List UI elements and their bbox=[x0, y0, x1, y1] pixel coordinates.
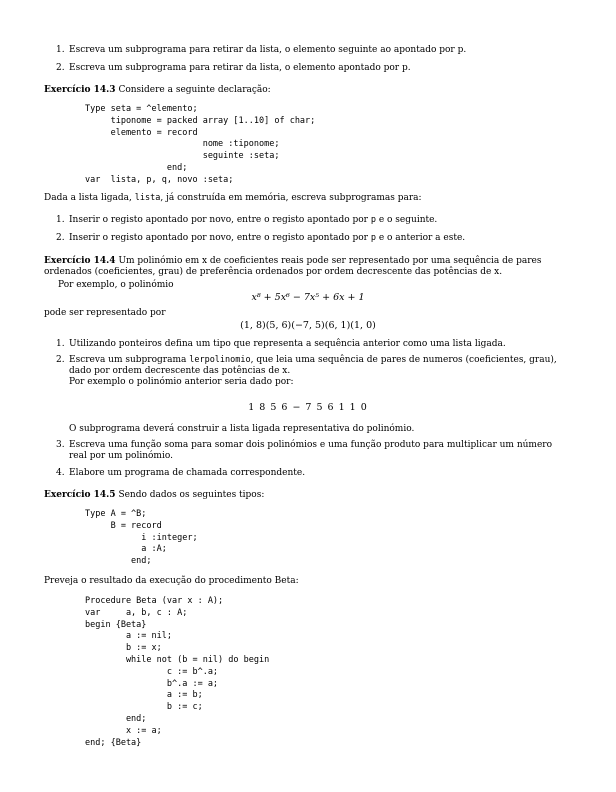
list-item-text bbox=[69, 355, 565, 388]
text-fragment: Inserir o registo apontado por novo, entre o registo apontado por bbox=[69, 233, 371, 243]
list-number: 2. bbox=[56, 63, 65, 73]
code-block-declaration: Type seta = ^elemento; tiponome = packed array [1..10] of char; elemento = record nome :tiponome; seguinte :seta; end; var lista, p, q, novo :seta; bbox=[85, 104, 316, 185]
exercise-text: Um polinómio em x de coeficientes reais pode ser representado por uma sequência de pares ordenados (coeficientes, grau) de preferência ordenados por ordem decrescente das potências de x. bbox=[44, 256, 542, 277]
paragraph: O subprograma deverá construir a lista ligada representativa do polinómio. bbox=[69, 424, 415, 434]
input-sequence: 1 8 5 6 − 7 5 6 1 1 0 bbox=[248, 402, 368, 413]
code-block-types: Type A = ^B; B = record i :integer; a :A; end; bbox=[85, 509, 198, 567]
list-number: 1. bbox=[56, 215, 65, 225]
list-number: 1. bbox=[56, 339, 65, 349]
exercise-label: Exercício 14.5 bbox=[44, 490, 116, 500]
inline-code: lista bbox=[134, 193, 161, 203]
paragraph bbox=[44, 193, 422, 204]
exercise-14-3-heading bbox=[44, 85, 271, 96]
exercise-intro: Sendo dados os seguintes tipos: bbox=[118, 490, 265, 500]
exercise-label: Exercício 14.3 bbox=[44, 85, 116, 95]
text-fragment: , já construída em memória, escreva subprogramas para: bbox=[160, 193, 422, 203]
text-fragment: Dada a lista ligada, bbox=[44, 193, 135, 203]
list-number: 3. bbox=[56, 440, 65, 450]
list-number: 2. bbox=[56, 355, 65, 365]
inline-code: lerpolinomio bbox=[189, 355, 251, 365]
text-fragment: e o anterior a este. bbox=[375, 233, 466, 243]
list-item-text: Escreva um subprograma para retirar da lista, o elemento seguinte ao apontado por p. bbox=[69, 45, 467, 55]
paragraph: Preveja o resultado da execução do procedimento Beta: bbox=[44, 576, 299, 586]
text-fragment: Inserir o registo apontado por novo, entre o registo apontado por bbox=[69, 215, 371, 225]
list-item-text: Escreva um subprograma para retirar da lista, o elemento apontado por p. bbox=[69, 63, 411, 73]
list-item-text bbox=[69, 233, 465, 244]
list-number: 1. bbox=[56, 45, 65, 55]
text-fragment: , que leia uma sequência de pares de numeros (coeficientes, grau), dado por ordem decrescente das potências de x. bbox=[69, 355, 557, 376]
representation-intro: pode ser representado por bbox=[44, 308, 166, 318]
text-fragment: Escreva um subprograma bbox=[69, 355, 190, 365]
exercise-label: Exercício 14.4 bbox=[44, 256, 116, 266]
list-number: 2. bbox=[56, 233, 65, 243]
inline-code: p bbox=[370, 215, 376, 225]
list-item-text: Elabore um programa de chamada correspondente. bbox=[69, 468, 306, 478]
exercise-14-4-paragraph bbox=[44, 256, 564, 278]
text-fragment: e o seguinte. bbox=[375, 215, 438, 225]
inline-code: p bbox=[370, 233, 376, 243]
list-item-text: Escreva uma função soma para somar dois polinómios e uma função produto para multiplicar um número real por um polinómio. bbox=[69, 440, 552, 461]
polynomial-formula: x⁸ + 5x⁶ − 7x⁵ + 6x + 1 bbox=[251, 292, 365, 303]
exercise-intro: Considere a seguinte declaração: bbox=[118, 85, 271, 95]
list-number: 4. bbox=[56, 468, 65, 478]
text-fragment: Por exemplo o polinómio anterior seria dado por: bbox=[69, 377, 294, 387]
exercise-14-5-heading bbox=[44, 490, 264, 501]
pairs-formula: (1, 8)(5, 6)(−7, 5)(6, 1)(1, 0) bbox=[240, 320, 376, 331]
code-block-procedure: Procedure Beta (var x : A); var a, b, c : A; begin {Beta} a := nil; b := x; while not (b = nil) do begin c := b^.a; b^.a := a; a := b; b := c; end; x := a; end; {Beta} bbox=[85, 596, 270, 748]
example-intro: Por exemplo, o polinómio bbox=[58, 280, 174, 290]
list-item-text: Utilizando ponteiros defina um tipo que representa a sequência anterior como uma lista ligada. bbox=[69, 339, 506, 349]
list-item-text bbox=[69, 215, 437, 226]
